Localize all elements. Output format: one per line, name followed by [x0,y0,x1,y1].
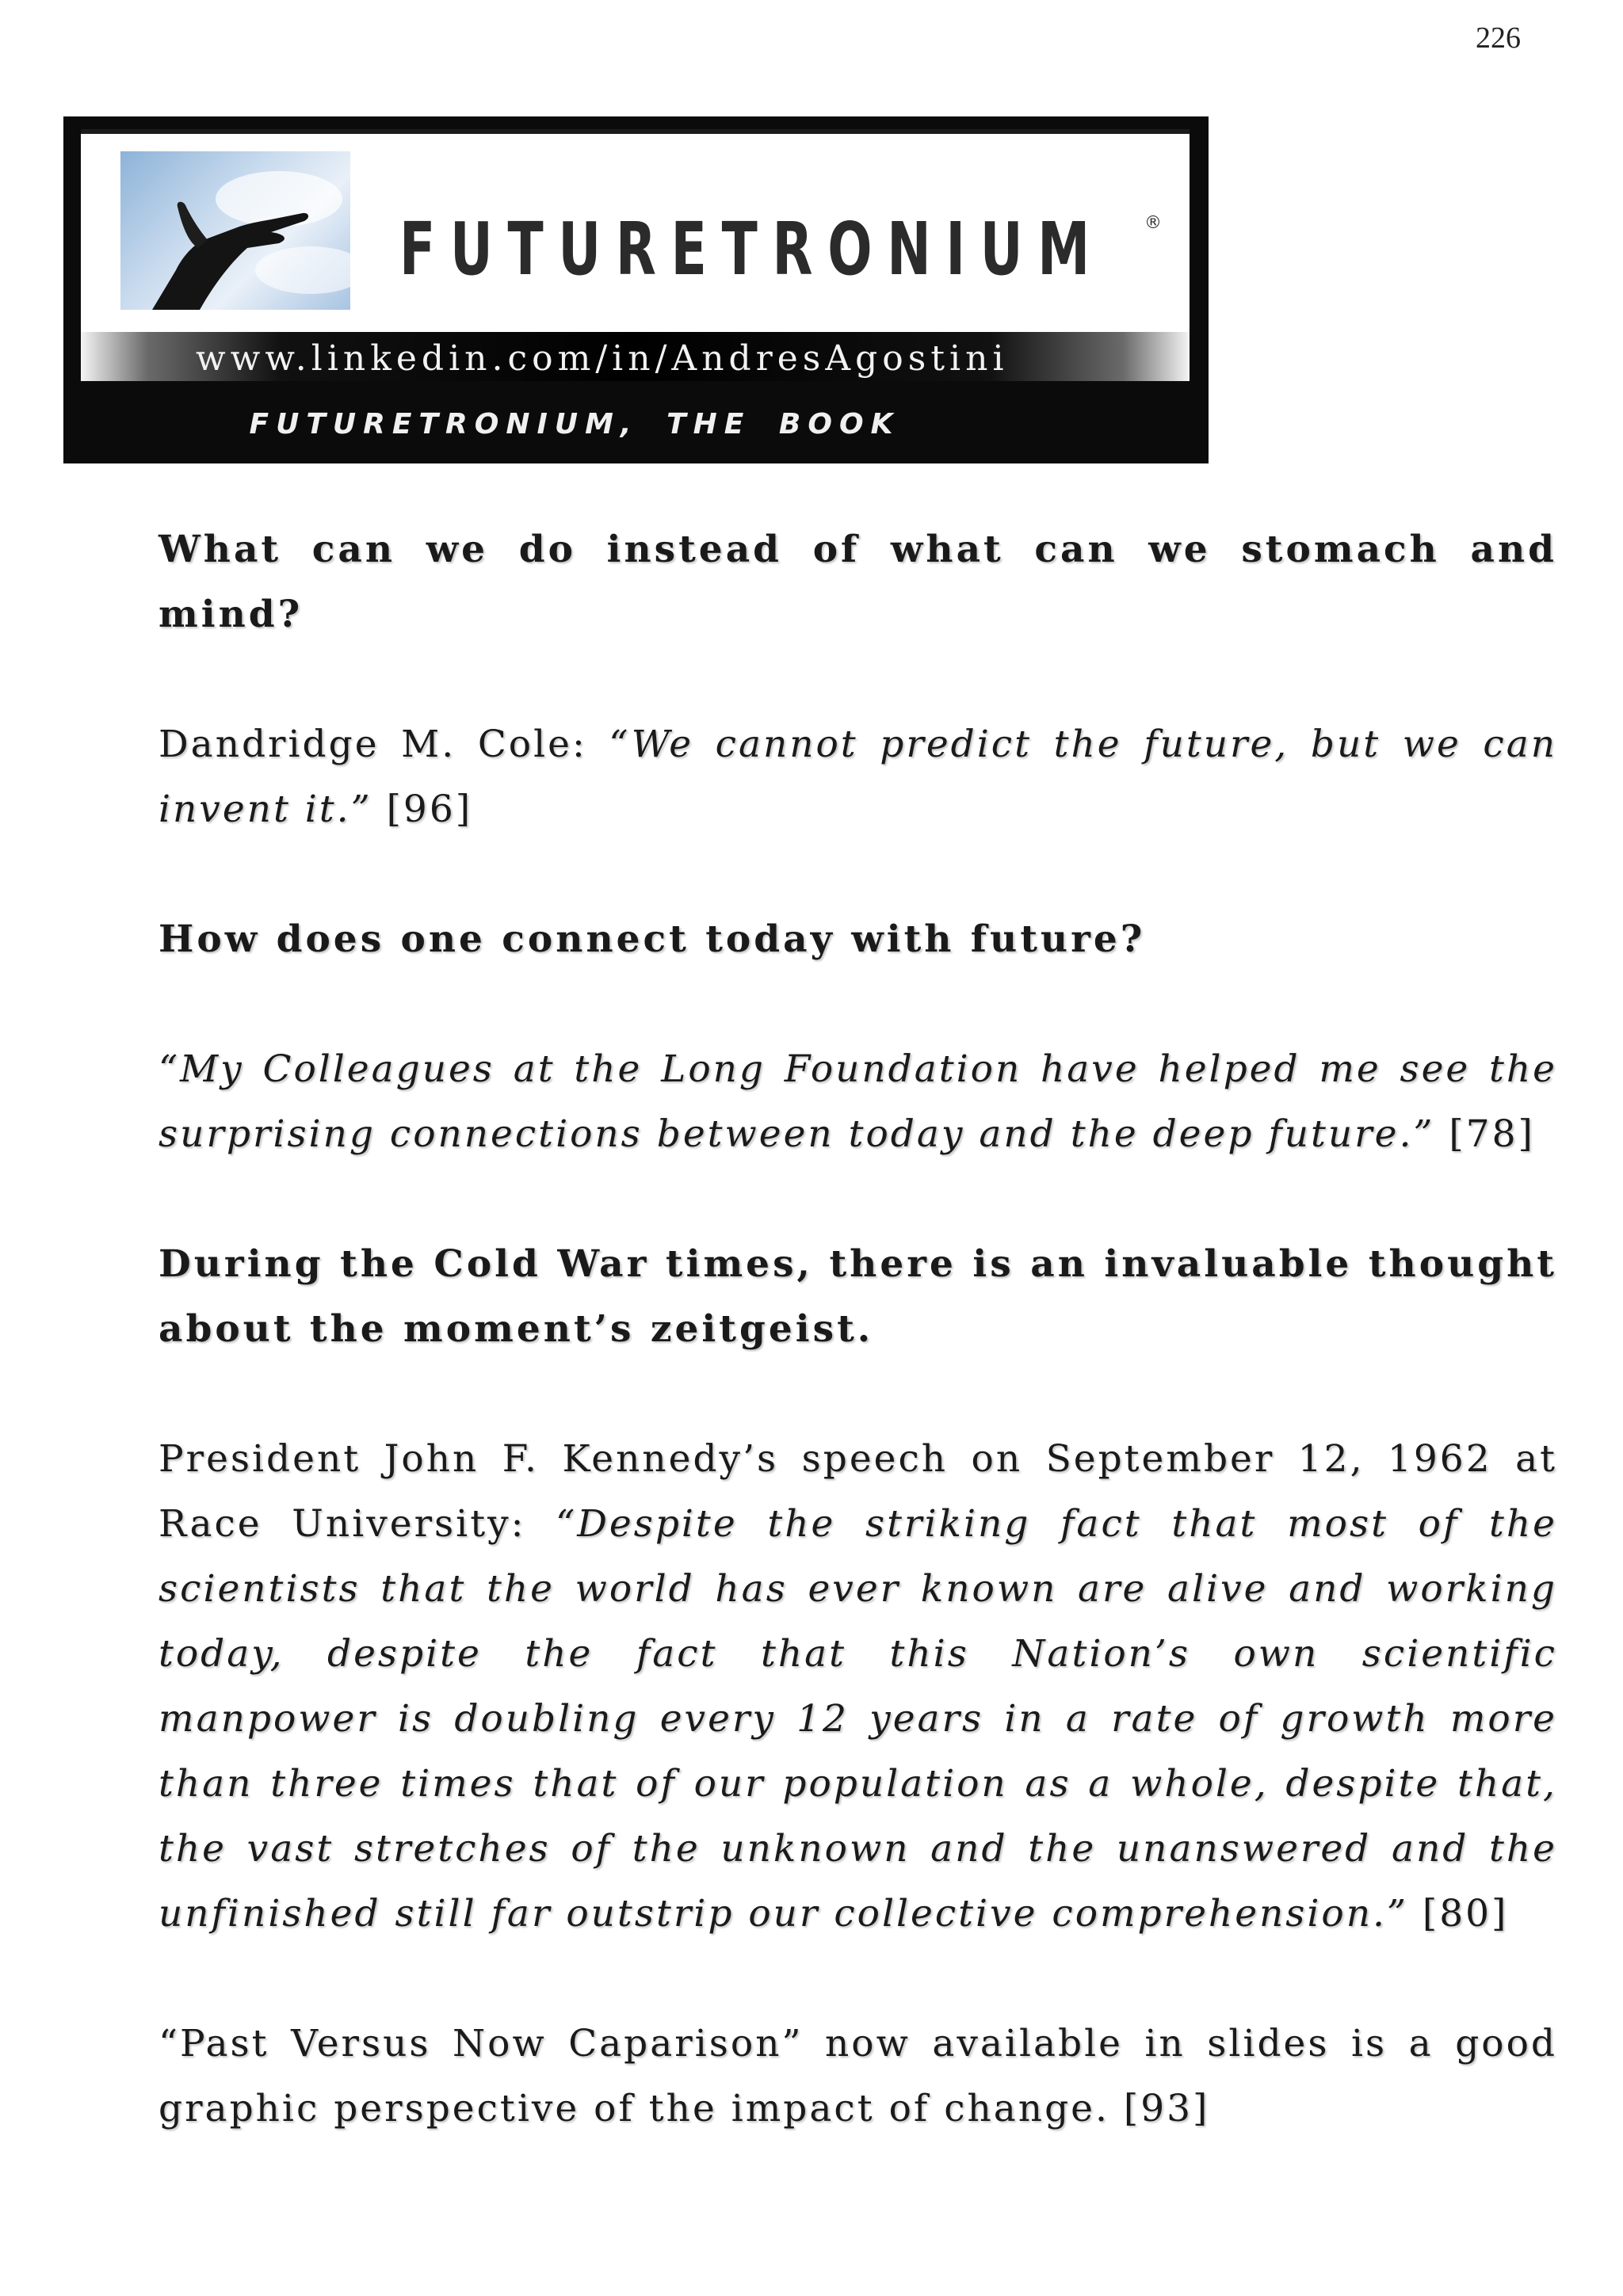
paragraph [158,1427,1557,1947]
futuretronium-banner [63,116,1209,463]
book-label: FUTURETRONIUM, THE BOOK [249,408,900,441]
question-heading: What can we do instead of what can we stomach and mind? [158,528,1557,636]
reference: [80] [1407,1892,1509,1936]
sky-hand-image [120,151,350,310]
quote: “Despite the striking fact that most of the scientists that the world has ever known are alive and working today, despite the fact that this Nation’s own scientific manpower is doubling every 12 years in a rate of growth more than three times that of our population as a whole, despite that, the vast stretches of the unknown and the unanswered and the unfinished still far outstrip our collective comprehension.” [158,1502,1557,1936]
speaker: Dandridge M. Cole: [158,723,609,766]
question-heading: How does one connect today with future? [158,917,1146,961]
reaching-hand-icon [120,151,350,310]
quote: “My Colleagues at the Long Foundation have helped me see the surprising connections between today and the deep future.” [158,1047,1557,1156]
page-number: 226 [1476,21,1521,55]
registered-mark: ® [1144,213,1162,233]
quote: “We cannot predict the future, but we can invent it.” [158,723,1557,831]
paragraph [158,712,1557,842]
banner-logo-panel [81,129,1190,381]
paragraph [158,1037,1557,1167]
reference: [78] [1434,1112,1535,1156]
reference: [96] [372,788,473,831]
speech-intro: President John F. Kennedy’s speech on September 12, 1962 at Race University: [158,1437,1557,1546]
paragraph: “Past Versus Now Caparison” now available in slides is a good graphic perspective of the impact of change. [93] [158,2022,1557,2130]
brand-wordmark: FUTURETRONIUM [399,207,1105,292]
linkedin-url[interactable]: www.linkedin.com/in/AndresAgostini [196,338,1009,379]
page-content [158,517,1557,2142]
question-heading: During the Cold War times, there is an invaluable thought about the moment’s zeitgeist. [158,1242,1557,1351]
